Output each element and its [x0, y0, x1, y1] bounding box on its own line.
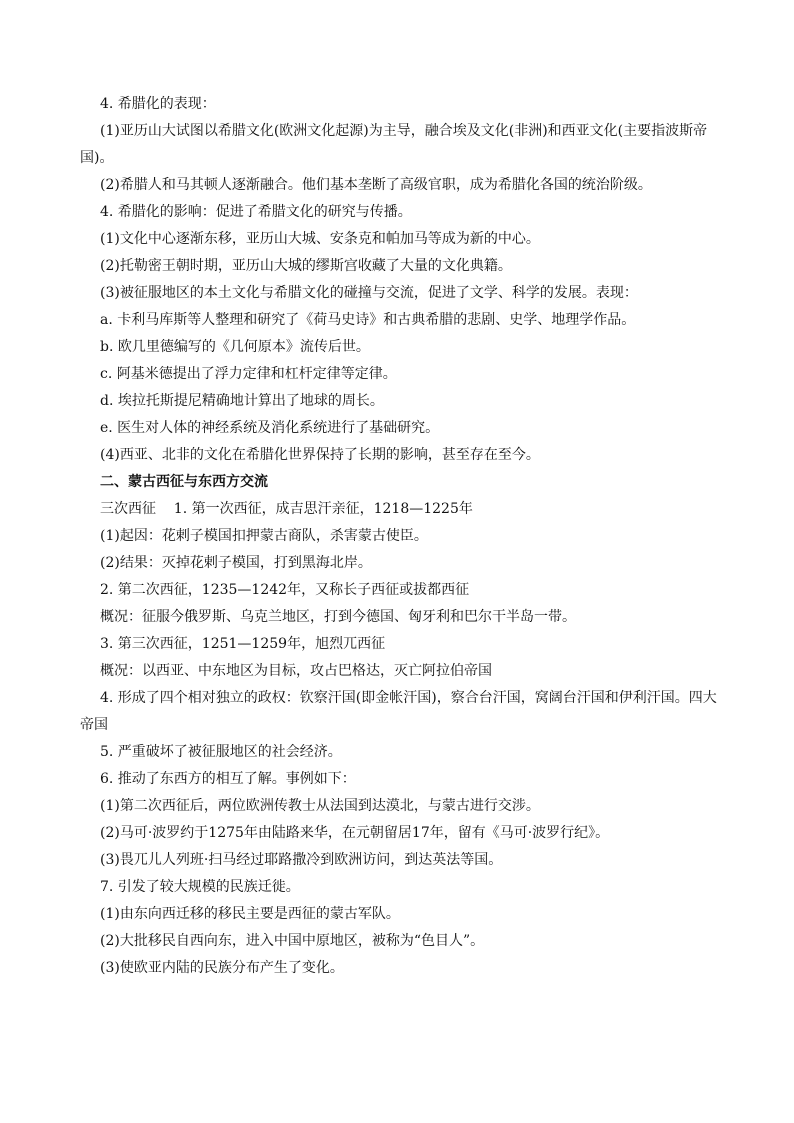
list-item: 三次西征 1. 第一次西征，成吉思汗亲征，1218—1225年: [100, 501, 473, 517]
paragraph: (2)马可·波罗约于1275年由陆路来华，在元朝留居17年，留有《马可·波罗行纪》。: [100, 825, 610, 841]
paragraph: (2)托勒密王朝时期，亚历山大城的缪斯宫收藏了大量的文化典籍。: [100, 258, 512, 274]
paragraph: (2)结果：灭掉花剌子模国，打到黑海北岸。: [100, 555, 372, 571]
list-item: 2. 第二次西征，1235—1242年，又称长子西征或拔都西征: [100, 582, 470, 598]
list-item: 6. 推动了东西方的相互了解。事例如下：: [100, 771, 356, 787]
paragraph: (3)畏兀儿人列班·扫马经过耶路撒冷到欧洲访问，到达英法等国。: [100, 852, 503, 868]
paragraph: 概况：征服今俄罗斯、乌克兰地区，打到今德国、匈牙利和巴尔干半岛一带。: [100, 609, 576, 625]
paragraph: (2)希腊人和马其顿人逐渐融合。他们基本垄断了高级官职，成为希腊化各国的统治阶级。: [100, 177, 652, 193]
paragraph: (4)西亚、北非的文化在希腊化世界保持了长期的影响，甚至存在至今。: [100, 447, 540, 463]
paragraph: (1)起因：花剌子模国扣押蒙古商队，杀害蒙古使臣。: [100, 528, 428, 544]
list-item: c. 阿基米德提出了浮力定律和杠杆定律等定律。: [100, 366, 397, 382]
list-item: 4. 形成了四个相对独立的政权：钦察汗国(即金帐汗国)，察合台汗国，窝阔台汗国和伊利汗国。四大帝国: [80, 690, 717, 733]
section-heading: 二、蒙古西征与东西方交流: [100, 474, 268, 490]
paragraph: (1)亚历山大试图以希腊文化(欧洲文化起源)为主导，融合埃及文化(非洲)和西亚文化(主要指波斯帝国)。: [80, 123, 708, 166]
list-item: b. 欧几里德编写的《几何原本》流传后世。: [100, 339, 370, 355]
list-item: e. 医生对人体的神经系统及消化系统进行了基础研究。: [100, 420, 440, 436]
list-item: 4. 希腊化的影响：促进了希腊文化的研究与传播。: [100, 204, 412, 220]
list-item: 3. 第三次西征，1251—1259年，旭烈兀西征: [100, 636, 386, 652]
list-item: 7. 引发了较大规模的民族迁徙。: [100, 879, 300, 895]
paragraph: (1)第二次西征后，两位欧洲传教士从法国到达漠北，与蒙古进行交涉。: [100, 798, 540, 814]
list-item: 5. 严重破坏了被征服地区的社会经济。: [100, 744, 342, 760]
paragraph: (1)由东向西迁移的移民主要是西征的蒙古军队。: [100, 906, 400, 922]
paragraph: (2)大批移民自西向东，进入中国中原地区，被称为“色目人”。: [100, 933, 485, 949]
paragraph: 概况：以西亚、中东地区为目标，攻占巴格达，灭亡阿拉伯帝国: [100, 663, 492, 679]
paragraph: (1)文化中心逐渐东移，亚历山大城、安条克和帕加马等成为新的中心。: [100, 231, 540, 247]
list-item: a. 卡利马库斯等人整理和研究了《荷马史诗》和古典希腊的悲剧、史学、地理学作品。: [100, 312, 636, 328]
list-item: d. 埃拉托斯提尼精确地计算出了地球的周长。: [100, 393, 384, 409]
paragraph: (3)使欧亚内陆的民族分布产生了变化。: [100, 960, 344, 976]
list-item: 4. 希腊化的表现：: [100, 96, 216, 112]
document-body: [80, 91, 720, 982]
paragraph: (3)被征服地区的本土文化与希腊文化的碰撞与交流，促进了文学、科学的发展。表现：: [100, 285, 638, 301]
